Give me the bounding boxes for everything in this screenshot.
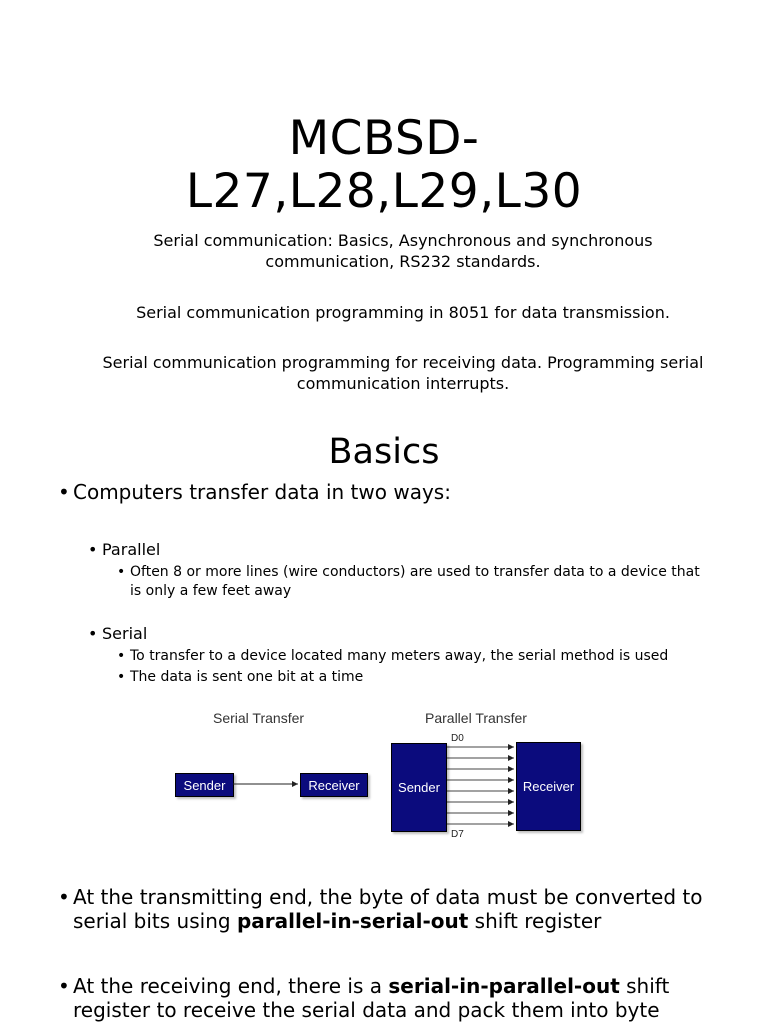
parallel-point — [117, 563, 707, 601]
bullet-dot: • — [117, 564, 126, 580]
receive-bold-term: serial-in-parallel-out — [388, 974, 620, 998]
parallel-receiver-box: Receiver — [516, 742, 581, 831]
bullet-transmit — [58, 885, 718, 933]
bullet-dot: • — [58, 885, 70, 909]
title-line-1: MCBSD- — [288, 111, 480, 166]
bullet-main — [58, 480, 718, 504]
parallel-transfer-title: Parallel Transfer — [425, 710, 527, 726]
bullet-receive-text: At the receiving end, there is a serial-in-parallel-out shift register to receive the serial data and pack them into byte — [73, 974, 670, 1022]
serial-transfer-title: Serial Transfer — [213, 710, 305, 726]
serial-point-2 — [117, 668, 707, 687]
bullet-receive — [58, 974, 718, 1022]
section-heading: Basics — [328, 432, 440, 472]
serial-receiver-box: Receiver — [300, 773, 368, 797]
title-line-2: L27,L28,L29,L30 — [185, 164, 583, 219]
serial-point-text: The data is sent one bit at a time — [130, 669, 364, 685]
bullet-dot: • — [117, 669, 126, 685]
diagram-arrows — [0, 700, 768, 850]
subtitle-2: Serial communication programming in 8051 for data transmission. — [136, 303, 670, 322]
bullet-dot: • — [88, 540, 98, 559]
serial-sender-box: Sender — [175, 773, 234, 797]
bullet-dot: • — [58, 974, 70, 998]
bullet-dot: • — [88, 624, 98, 643]
serial-point-text: To transfer to a device located many meters away, the serial method is used — [130, 648, 669, 664]
bullet-dot: • — [117, 648, 126, 664]
subtitle-1: Serial communication: Basics, Asynchronous and synchronous communication, RS232 standards. — [153, 231, 653, 271]
d7-label: D7 — [451, 829, 464, 840]
bullet-transmit-text: At the transmitting end, the byte of data must be converted to serial bits using parallel-in-serial-out shift register — [73, 885, 703, 933]
parallel-lines — [447, 747, 514, 824]
bullet-parallel — [88, 540, 160, 559]
bullet-parallel-label: Parallel — [102, 540, 161, 559]
page-title — [0, 112, 768, 218]
bullet-main-text: Computers transfer data in two ways: — [73, 480, 451, 504]
bullet-serial — [88, 624, 147, 643]
d0-label: D0 — [451, 733, 464, 744]
bullet-serial-label: Serial — [102, 624, 148, 643]
parallel-sender-box: Sender — [391, 743, 447, 832]
bullet-dot: • — [58, 480, 70, 504]
subtitle-3: Serial communication programming for receiving data. Programming serial communication interrupts. — [102, 353, 704, 393]
serial-point-1 — [117, 647, 707, 666]
transfer-diagram — [0, 700, 768, 850]
transmit-bold-term: parallel-in-serial-out — [236, 909, 469, 933]
parallel-point-text: Often 8 or more lines (wire conductors) are used to transfer data to a device that is only a few feet away — [130, 564, 700, 599]
